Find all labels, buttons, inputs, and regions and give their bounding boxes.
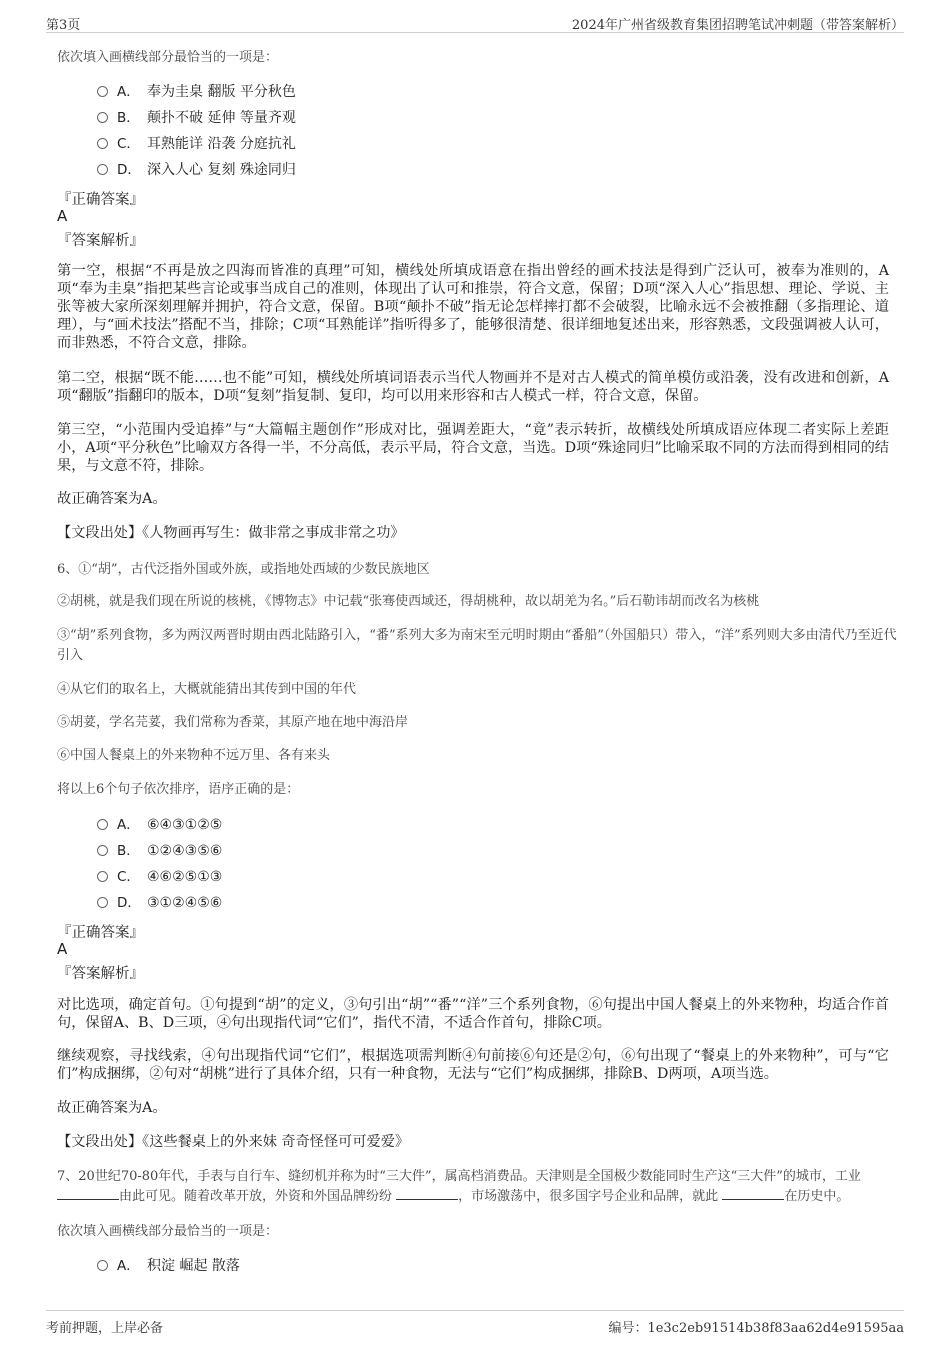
q6-sentence-3: ③“胡”系列食物，多为两汉两晋时期由西北陆路引入，“番”系列大多为南宋至元明时期由“番船”（外国船只）带入，“洋”系列则大多由清代乃至近代引入 — [57, 628, 897, 663]
document-title: 2024年广州省级教育集团招聘笔试冲刺题（带答案解析） — [571, 18, 904, 33]
fill-blank-1 — [57, 1187, 119, 1200]
q5-answer: A — [57, 207, 68, 225]
radio-icon[interactable] — [97, 897, 108, 908]
fill-blank-2 — [396, 1187, 458, 1200]
q6-sentence-4: ④从它们的取名上，大概就能猜出其传到中国的年代 — [57, 682, 357, 697]
q5-option-d[interactable] — [97, 160, 296, 180]
q6-sentence-2: ②胡桃，就是我们现在所说的核桃，《博物志》中记载“张骞使西域还，得胡桃种，故以胡羌为名。”后石勒讳胡而改名为核桃 — [57, 594, 760, 609]
q7-prompt: 依次填入画横线部分最恰当的一项是： — [57, 1224, 279, 1239]
radio-icon[interactable] — [97, 871, 108, 882]
q6-option-c[interactable] — [97, 867, 222, 887]
q6-answer: A — [57, 940, 68, 958]
q5-analysis-label: 『答案解析』 — [57, 233, 144, 249]
q6-correct-label: 『正确答案』 — [57, 925, 144, 941]
q6-conclusion: 故正确答案为A。 — [57, 1100, 167, 1116]
q6-analysis-paragraph-1: 对比选项，确定首句。①句提到“胡”的定义，③句引出“胡”“番”“洋”三个系列食物，⑥句提出中国人餐桌上的外来物种，均适合作首句，保留A、B、D三项，④句出现指代词“它们”，指代不清，不适合作首句，排除C项。 — [57, 997, 889, 1031]
q5-correct-label: 『正确答案』 — [57, 192, 144, 208]
option-text: 奉为圭臬 翻版 平分秋色 — [147, 84, 296, 100]
page-number: 第3页 — [46, 18, 81, 33]
option-text: ④⑥②⑤①③ — [147, 869, 223, 885]
option-text: ①②④③⑤⑥ — [147, 843, 223, 859]
q6-analysis-label: 『答案解析』 — [57, 966, 144, 982]
q5-option-b[interactable] — [97, 108, 296, 128]
q6-sentence-6: ⑥中国人餐桌上的外来物种不远万里、各有来头 — [57, 748, 331, 763]
radio-icon[interactable] — [97, 138, 108, 149]
radio-icon[interactable] — [97, 1260, 108, 1271]
q7-text-c: 在历史中。 — [784, 1189, 850, 1204]
q7-line-2 — [57, 1187, 897, 1207]
option-text: ⑥④③①②⑤ — [147, 817, 223, 833]
radio-icon[interactable] — [97, 112, 108, 123]
option-letter: D． — [117, 162, 141, 178]
page-footer — [46, 1310, 904, 1337]
q5-conclusion: 故正确答案为A。 — [57, 491, 167, 507]
radio-icon[interactable] — [97, 845, 108, 856]
q6-prompt: 将以上6个句子依次排序，语序正确的是： — [57, 782, 300, 797]
q5-option-a[interactable] — [97, 82, 296, 102]
q6-analysis-paragraph-2: 继续观察，寻找线索，④句出现指代词“它们”，根据选项需判断④句前接⑥句还是②句，⑥句出现了“餐桌上的外来物种”，可与“它们”构成捆绑，②句对“胡桃”进行了具体介绍，只有一种食物，无法与“它们”构成捆绑，排除B、D两项，A项当选。 — [57, 1048, 889, 1082]
option-letter: A． — [117, 1258, 140, 1274]
option-text: 深入人心 复刻 殊途同归 — [147, 162, 296, 178]
q7-text-b: ，市场激荡中，很多国字号企业和品牌，就此 — [458, 1189, 719, 1204]
page-header — [46, 10, 904, 33]
option-text: 耳熟能详 沿袭 分庭抗礼 — [147, 136, 296, 152]
option-letter: B． — [117, 110, 140, 126]
q6-source: 【文段出处】《这些餐桌上的外来妹 奇奇怪怪可可爱爱》 — [57, 1134, 410, 1150]
option-text: 颠扑不破 延伸 等量齐观 — [147, 110, 296, 126]
fill-blank-3 — [722, 1187, 784, 1200]
option-text: ③①②④⑤⑥ — [147, 895, 223, 911]
q5-analysis-paragraph-2: 第二空，根据“既不能……也不能”可知，横线处所填词语表示当代人物画并不是对古人模式的简单模仿或沿袭，没有改进和创新，A项“翻版”指翻印的版本，D项“复刻”指复制、复印，均可以用来形容和古人模式一样，符合文意，保留。 — [57, 370, 889, 404]
option-letter: A． — [117, 84, 140, 100]
radio-icon[interactable] — [97, 819, 108, 830]
option-letter: D． — [117, 895, 141, 911]
footer-slogan: 考前押题，上岸必备 — [46, 1321, 164, 1336]
option-letter: C． — [117, 869, 140, 885]
document-id: 编号：1e3c2eb91514b38f83aa62d4e91595aa — [608, 1321, 904, 1336]
option-letter: B． — [117, 843, 140, 859]
radio-icon[interactable] — [97, 86, 108, 97]
q7-text-a: 由此可见。随着改革开放，外资和外国品牌纷纷 — [119, 1189, 393, 1204]
radio-icon[interactable] — [97, 164, 108, 175]
option-letter: A． — [117, 817, 140, 833]
q5-source: 【文段出处】《人物画再写生：做非常之事成非常之功》 — [57, 525, 405, 541]
q7-option-a[interactable] — [97, 1256, 240, 1276]
q5-analysis-paragraph-1: 第一空，根据“不再是放之四海而皆准的真理”可知，横线处所填成语意在指出曾经的画术技法是得到广泛认可，被奉为准则的，A项“奉为圭臬”指把某些言论或事当成自己的准则，体现出了认可和推崇，符合文意，保留；D项“深入人心”指思想、理论、学说、主张等被大家所深刻理解并拥护，符合文意，保留。B项“颠扑不破”指无论怎样摔打都不会破裂，比喻永远不会被推翻（多指理论、道理），与“画术技法”搭配不当，排除；C项“耳熟能详”指听得多了，能够很清楚、很详细地复述出来，形容熟悉，文段强调被人认可，而非熟悉，不符合文意，排除。 — [57, 263, 889, 351]
q5-option-c[interactable] — [97, 134, 296, 154]
option-letter: C． — [117, 136, 140, 152]
q6-option-a[interactable] — [97, 815, 222, 835]
q5-analysis-paragraph-3: 第三空，“小范围内受追捧”与“大篇幅主题创作”形成对比，强调差距大，“竟”表示转折，故横线处所填成语应体现二者实际上差距小，A项“平分秋色”比喻双方各得一半，不分高低，表示平局，符合文意，当选。D项“殊途同归”比喻采取不同的方法而得到相同的结果，与文意不符，排除。 — [57, 422, 889, 474]
q6-option-b[interactable] — [97, 841, 222, 861]
q6-sentence-1: 6、①“胡”，古代泛指外国或外族，或指地处西域的少数民族地区 — [57, 562, 430, 577]
q6-option-d[interactable] — [97, 893, 222, 913]
q5-prompt: 依次填入画横线部分最恰当的一项是： — [57, 50, 279, 65]
option-text: 积淀 崛起 散落 — [147, 1258, 240, 1274]
q7-line-1: 7、20世纪70-80年代，手表与自行车、缝纫机并称为时“三大件”，属高档消费品。天津则是全国极少数能同时生产这“三大件”的城市，工业 — [57, 1169, 861, 1184]
q6-sentence-5: ⑤胡荽，学名芫荽，我们常称为香菜，其原产地在地中海沿岸 — [57, 715, 409, 730]
